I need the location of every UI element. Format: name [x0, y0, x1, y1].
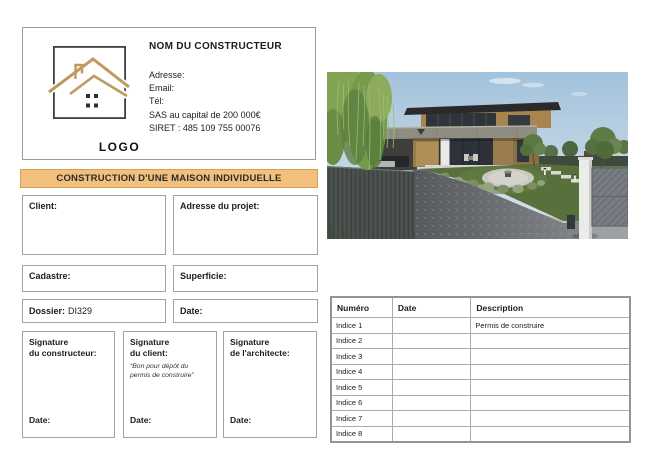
company-contact-block	[149, 69, 261, 135]
contact-line-email: Email:	[149, 83, 175, 94]
cell-numero: Indice 8	[331, 426, 392, 442]
cell-date[interactable]	[392, 364, 471, 380]
client-label: Client:	[29, 201, 57, 211]
date-field[interactable]	[173, 299, 318, 323]
cell-numero: Indice 6	[331, 395, 392, 411]
cell-date[interactable]	[392, 349, 471, 365]
cell-numero: Indice 3	[331, 349, 392, 365]
dossier-value: DI329	[68, 306, 93, 316]
cell-date[interactable]	[392, 318, 471, 334]
cell-description[interactable]	[471, 426, 630, 442]
cell-date[interactable]	[392, 333, 471, 349]
cell-date[interactable]	[392, 426, 471, 442]
table-row	[331, 349, 630, 365]
document-title: CONSTRUCTION D'UNE MAISON INDIVIDUELLE	[56, 173, 282, 184]
cell-description[interactable]	[471, 395, 630, 411]
house-logo-icon	[53, 46, 126, 119]
table-row	[331, 364, 630, 380]
signature-architect-box[interactable]	[223, 331, 317, 438]
table-row	[331, 411, 630, 427]
table-row	[331, 333, 630, 349]
cell-numero: Indice 2	[331, 333, 392, 349]
cell-numero: Indice 7	[331, 411, 392, 427]
dossier-label: Dossier:	[29, 306, 66, 316]
signature-date-label: Date:	[29, 415, 51, 425]
project-address-label: Adresse du projet:	[180, 201, 260, 211]
cell-numero: Indice 5	[331, 380, 392, 396]
house-photo-image	[327, 72, 628, 239]
table-row	[331, 380, 630, 396]
project-address-field[interactable]	[173, 195, 318, 255]
col-header-date: Date	[392, 297, 471, 318]
col-header-numero: Numéro	[331, 297, 392, 318]
contact-line-tel: Tél:	[149, 96, 165, 107]
cell-date[interactable]	[392, 411, 471, 427]
cell-description[interactable]: Permis de construire	[471, 318, 630, 334]
signature-title: Signature du constructeur:	[29, 337, 97, 359]
dossier-field[interactable]	[22, 299, 166, 323]
signature-client-note: “Bon pour dépôt du permis de construire”	[130, 363, 194, 380]
signature-title: Signature du client:	[130, 337, 170, 359]
document-title-banner	[20, 169, 318, 188]
client-field[interactable]	[22, 195, 166, 255]
cell-description[interactable]	[471, 333, 630, 349]
date-label: Date:	[180, 306, 203, 316]
signature-constructor-box[interactable]	[22, 331, 115, 438]
cell-description[interactable]	[471, 380, 630, 396]
cadastre-field[interactable]	[22, 265, 166, 292]
company-name: NOM DU CONSTRUCTEUR	[149, 41, 282, 52]
table-header-row	[331, 297, 630, 318]
logo-placeholder[interactable]	[53, 46, 141, 154]
logo-label: LOGO	[98, 140, 141, 154]
col-header-description: Description	[471, 297, 630, 318]
cell-date[interactable]	[392, 380, 471, 396]
signature-date-label: Date:	[130, 415, 152, 425]
table-row	[331, 395, 630, 411]
cell-numero: Indice 1	[331, 318, 392, 334]
contact-line-capital: SAS au capital de 200 000€	[149, 109, 261, 120]
superficie-label: Superficie:	[180, 271, 227, 281]
house-photo[interactable]	[327, 72, 628, 239]
signature-date-label: Date:	[230, 415, 252, 425]
constructor-header-box	[22, 27, 316, 160]
contact-line-adresse: Adresse:	[149, 70, 185, 80]
contact-line-siret: SIRET : 485 109 755 00076	[149, 122, 261, 133]
revisions-table	[330, 296, 631, 443]
table-row	[331, 318, 630, 334]
cadastre-label: Cadastre:	[29, 271, 71, 281]
cell-date[interactable]	[392, 395, 471, 411]
cell-description[interactable]	[471, 349, 630, 365]
cell-description[interactable]	[471, 411, 630, 427]
signature-client-box[interactable]	[123, 331, 217, 438]
signature-title: Signature de l'architecte:	[230, 337, 290, 359]
cell-numero: Indice 4	[331, 364, 392, 380]
cell-description[interactable]	[471, 364, 630, 380]
table-row	[331, 426, 630, 442]
superficie-field[interactable]	[173, 265, 318, 292]
revisions-table-wrap	[330, 296, 631, 443]
